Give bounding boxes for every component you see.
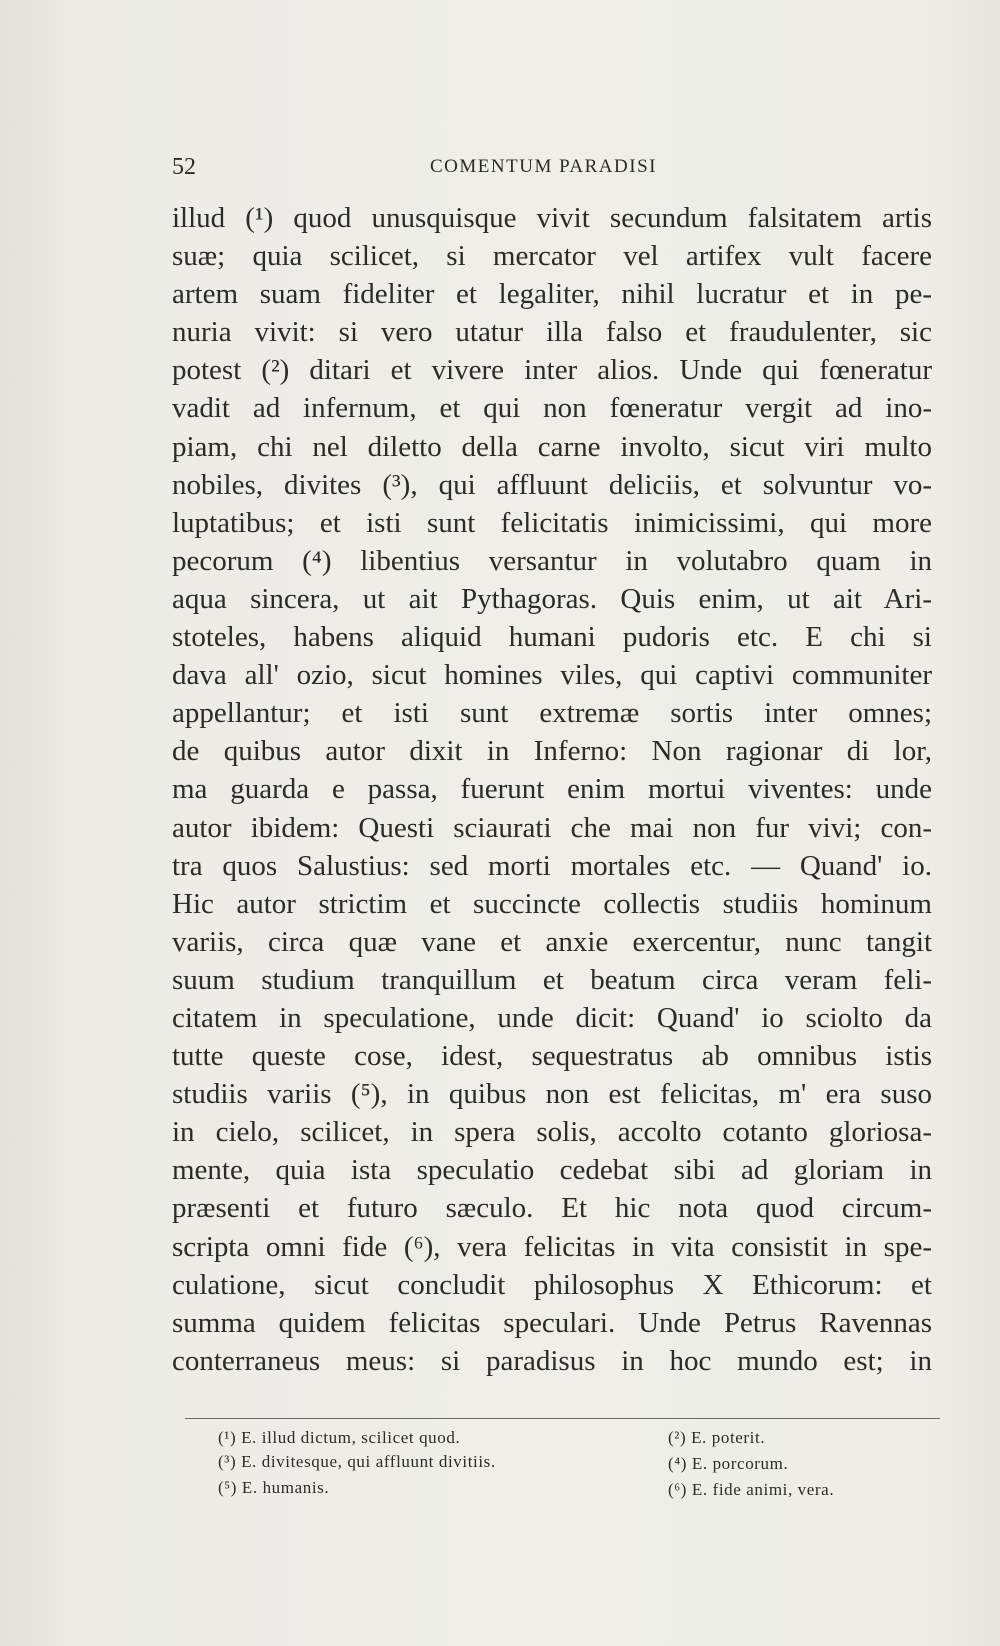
- text-line: stoteles, habens aliquid humani pudoris etc. E chi si: [172, 621, 932, 654]
- text-line: præsenti et futuro sæculo. Et hic nota quod circum-: [172, 1192, 932, 1225]
- text-line: Hic autor strictim et succincte collectis studiis hominum: [172, 887, 932, 920]
- text-line: conterraneus meus: si paradisus in hoc mundo est; in: [172, 1344, 932, 1377]
- text-line: suæ; quia scilicet, si mercator vel artifex vult facere: [172, 240, 932, 273]
- footnote-divider: [185, 1418, 940, 1419]
- footnote-5: (⁵) E. humanis.: [218, 1478, 330, 1497]
- text-line: suum studium tranquillum et beatum circa veram feli-: [172, 963, 932, 996]
- text-line: nobiles, divites (³), qui affluunt deliciis, et solvuntur vo-: [172, 468, 932, 501]
- text-line: ma guarda e passa, fuerunt enim mortui viventes: unde: [172, 773, 932, 806]
- text-line: mente, quia ista speculatio cedebat sibi ad gloriam in: [172, 1154, 932, 1187]
- text-line: citatem in speculatione, unde dicit: Quand' io sciolto da: [172, 1001, 932, 1034]
- footnote-1: (¹) E. illud dictum, scilicet quod.: [218, 1428, 461, 1447]
- text-line: nuria vivit: si vero utatur illa falso et fraudulenter, sic: [172, 316, 932, 349]
- text-line: de quibus autor dixit in Inferno: Non ragionar di lor,: [172, 735, 932, 768]
- text-line: aqua sincera, ut ait Pythagoras. Quis enim, ut ait Ari-: [172, 582, 932, 615]
- text-line: culatione, sicut concludit philosophus X Ethicorum: et: [172, 1268, 932, 1301]
- text-line: scripta omni fide (⁶), vera felicitas in vita consistit in spe-: [172, 1230, 932, 1263]
- text-line: summa quidem felicitas speculari. Unde Petrus Ravennas: [172, 1306, 932, 1339]
- text-line: dava all' ozio, sicut homines viles, qui captivi communiter: [172, 659, 932, 692]
- text-line: tra quos Salustius: sed morti mortales etc. — Quand' io.: [172, 849, 932, 882]
- text-line: illud (¹) quod unusquisque vivit secundum falsitatem artis: [172, 202, 932, 234]
- text-line: studiis variis (⁵), in quibus non est felicitas, m' era suso: [172, 1078, 932, 1111]
- footnote-4: (⁴) E. porcorum.: [668, 1454, 789, 1473]
- text-line: piam, chi nel diletto della carne involto, sicut viri multo: [172, 430, 932, 463]
- text-line: appellantur; et isti sunt extremæ sortis inter omnes;: [172, 697, 932, 730]
- running-title: COMENTUM PARADISI: [430, 156, 657, 177]
- text-line: tutte queste cose, idest, sequestratus ab omnibus istis: [172, 1040, 932, 1073]
- text-line: potest (²) ditari et vivere inter alios. Unde qui fœneratur: [172, 354, 932, 387]
- text-line: autor ibidem: Questi sciaurati che mai non fur vivi; con-: [172, 811, 932, 844]
- page-number: 52: [172, 154, 196, 180]
- footnote-2: (²) E. poterit.: [668, 1428, 766, 1447]
- text-line: vadit ad infernum, et qui non fœneratur vergit ad ino-: [172, 392, 932, 425]
- main-text: [172, 199, 932, 1380]
- text-line: variis, circa quæ vane et anxie exercentur, nunc tangit: [172, 925, 932, 958]
- footnote-6: (⁶) E. fide animi, vera.: [668, 1480, 835, 1499]
- text-line: pecorum (⁴) libentius versantur in volutabro quam in: [172, 544, 932, 577]
- text-line: artem suam fideliter et legaliter, nihil lucratur et in pe-: [172, 278, 932, 311]
- text-line: luptatibus; et isti sunt felicitatis inimicissimi, qui more: [172, 506, 932, 539]
- page-header: [172, 150, 912, 184]
- text-line: in cielo, scilicet, in spera solis, accolto cotanto gloriosa-: [172, 1116, 932, 1149]
- footnote-3: (³) E. divitesque, qui affluunt divitiis.: [218, 1452, 496, 1471]
